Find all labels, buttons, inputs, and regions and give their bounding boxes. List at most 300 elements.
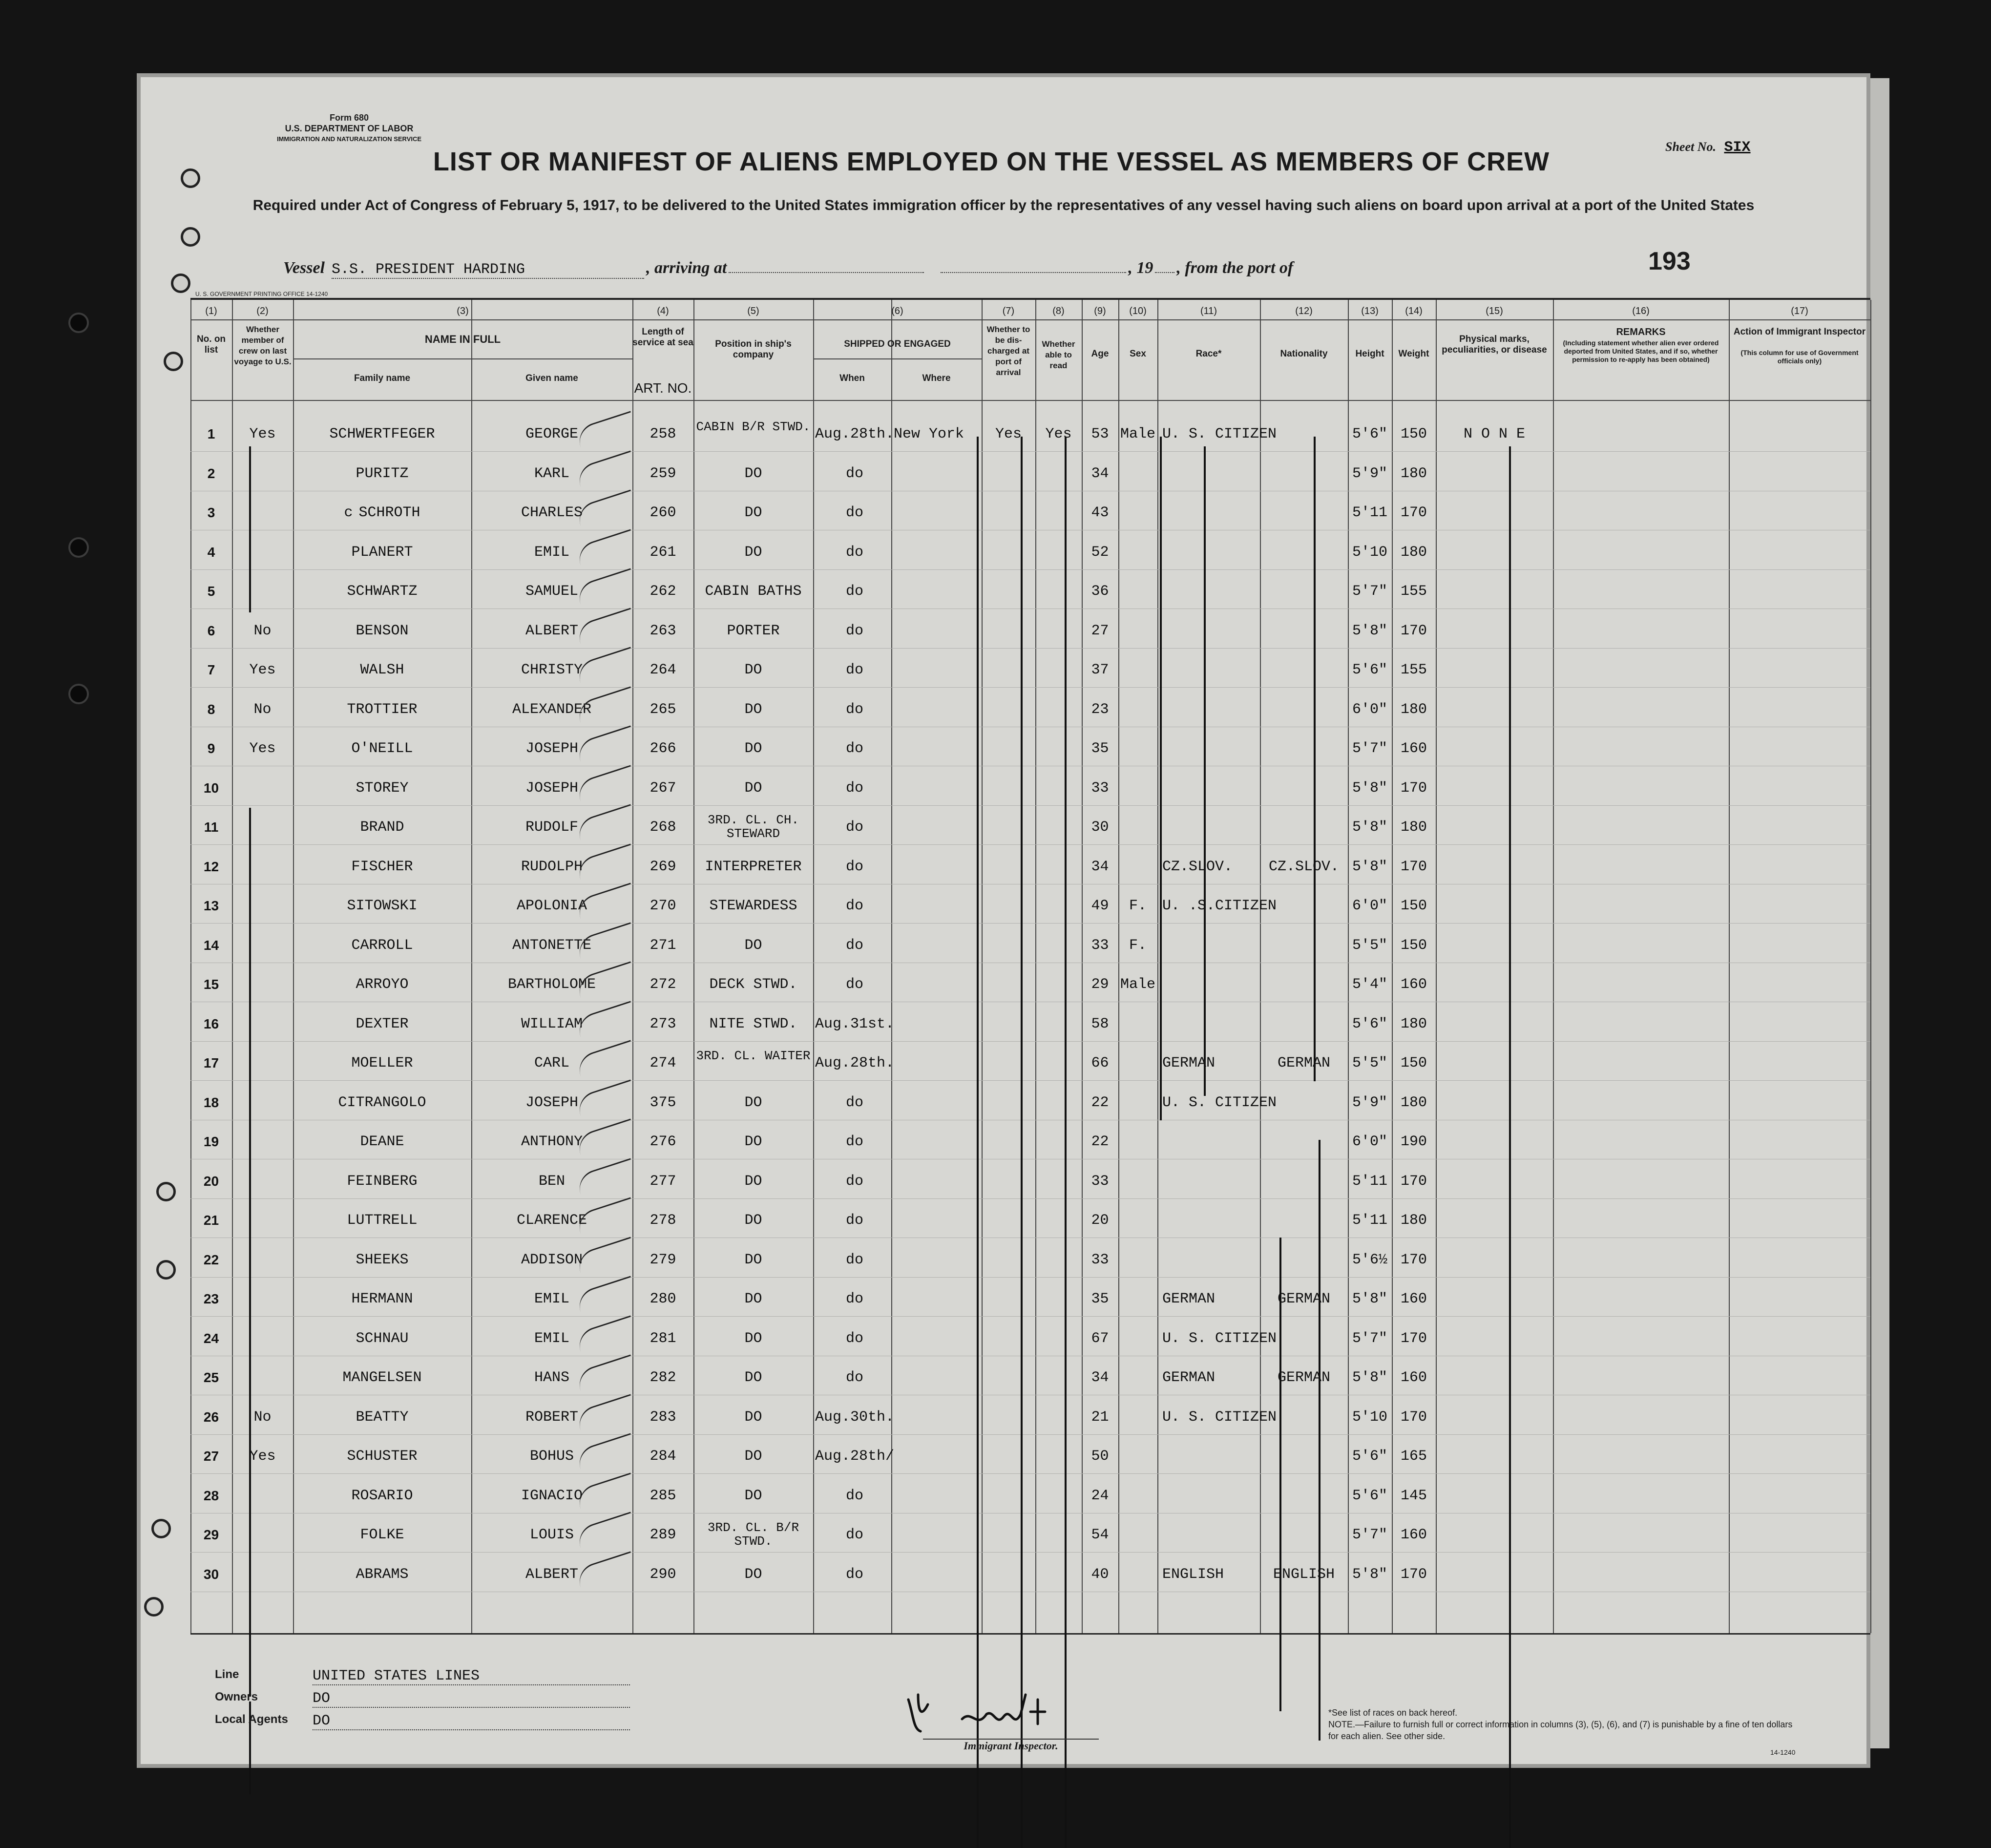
cell-height: 5'8" [1352, 1566, 1387, 1583]
cell-member: No [253, 622, 272, 639]
cell-family: BEATTY [356, 1408, 409, 1426]
binder-hole [68, 537, 89, 558]
races-note: *See list of races on back hereof. [1328, 1708, 1458, 1718]
cell-height: 5'8" [1352, 1369, 1387, 1386]
cell-weight: 170 [1400, 504, 1427, 521]
cell-height: 5'4" [1352, 976, 1387, 993]
cell-no: 16 [203, 1016, 219, 1031]
ditto-mark [1204, 446, 1206, 1096]
cell-no: 29 [203, 1527, 219, 1542]
cell-art: 272 [650, 976, 676, 993]
cell-member: No [253, 1408, 272, 1426]
cell-when: do [845, 1330, 863, 1347]
cell-position: DO [744, 1487, 762, 1504]
cell-no: 9 [207, 741, 215, 756]
cell-given: RUDOLPH [521, 858, 583, 875]
cell-position: DO [744, 779, 762, 797]
cell-given: SAMUEL [525, 583, 579, 600]
ditto-mark [977, 437, 979, 1848]
cell-given: BARTHOLOME [507, 976, 596, 993]
port-label: , from the port of [1176, 259, 1294, 277]
cell-when: do [845, 583, 863, 600]
cell-when: do [845, 701, 863, 718]
cell-given: IGNACIO [521, 1487, 583, 1504]
header-art-no: ART. NO. [634, 380, 692, 396]
check-mark [575, 725, 636, 761]
cell-height: 6'0" [1352, 701, 1387, 718]
row-divider [190, 1041, 1870, 1042]
check-mark [575, 1433, 636, 1469]
header-height: Height [1355, 349, 1384, 359]
cell-race: GERMAN [1162, 1291, 1216, 1307]
ditto-mark [1319, 1140, 1320, 1741]
cell-art: 268 [650, 819, 676, 836]
cell-position: 3RD. CL. CH. STEWARD [707, 813, 799, 841]
cell-no: 3 [207, 505, 215, 520]
cell-weight: 160 [1400, 740, 1427, 757]
cell-given: ADDISON [521, 1251, 583, 1268]
cell-disch: Yes [995, 426, 1022, 442]
footer-code: 14-1240 [1770, 1748, 1796, 1756]
binder-ring [164, 352, 183, 371]
cell-member: Yes [249, 740, 276, 757]
cell-art: 267 [650, 779, 676, 797]
cell-member: Yes [249, 1448, 276, 1465]
vessel-value: S.S. PRESIDENT HARDING [332, 261, 644, 279]
cell-height: 5'6" [1352, 662, 1387, 678]
cell-no: 21 [203, 1213, 219, 1228]
header-shipped: SHIPPED OR ENGAGED [844, 339, 951, 349]
col-num: (3) [457, 306, 469, 316]
cell-sex: Male [1120, 426, 1155, 442]
cell-no: 25 [203, 1370, 219, 1385]
line-value: UNITED STATES LINES [313, 1668, 630, 1685]
header-nationality: Nationality [1280, 349, 1328, 359]
owners-value: DO [313, 1690, 630, 1708]
arriving-blank [729, 272, 924, 273]
cell-position: DO [744, 544, 762, 561]
row-divider [190, 451, 1870, 452]
ditto-mark [249, 446, 251, 612]
cell-age: 21 [1091, 1408, 1109, 1426]
cell-age: 43 [1091, 504, 1109, 521]
cell-age: 35 [1091, 740, 1109, 757]
check-mark [575, 804, 636, 840]
cell-given: CLARENCE [516, 1212, 587, 1229]
cell-art: 264 [650, 662, 676, 678]
row-divider [190, 1316, 1870, 1317]
cell-art: 262 [650, 583, 676, 600]
cell-family: O'NEILL [351, 740, 413, 757]
page-title: LIST OR MANIFEST OF ALIENS EMPLOYED ON THE VESSEL AS MEMBERS OF CREW [433, 147, 1550, 176]
cell-when: do [845, 662, 863, 678]
header-race: Race* [1195, 349, 1222, 359]
col-num: (11) [1200, 306, 1217, 316]
cell-nat: GERMAN [1277, 1055, 1331, 1071]
cell-art: 260 [650, 504, 676, 521]
check-mark [575, 608, 636, 644]
header-given-name: Given name [525, 373, 578, 383]
cell-art: 277 [650, 1173, 676, 1190]
cell-when: do [845, 1369, 863, 1386]
row-divider [190, 805, 1870, 806]
cell-family: CITRANGOLO [338, 1094, 426, 1111]
cell-weight: 180 [1400, 701, 1427, 718]
cell-age: 24 [1091, 1487, 1109, 1504]
cell-weight: 155 [1400, 583, 1427, 600]
cell-art: 258 [650, 426, 676, 442]
cell-height: 5'7" [1352, 583, 1387, 600]
cell-age: 67 [1091, 1330, 1109, 1347]
cell-position: DECK STWD. [709, 976, 797, 993]
cell-given: ALEXANDER [512, 701, 592, 718]
cell-read: Yes [1045, 426, 1072, 442]
cell-family: TROTTIER [347, 701, 418, 718]
cell-age: 34 [1091, 1369, 1109, 1386]
cell-height: 5'6" [1352, 1448, 1387, 1465]
cell-when: do [845, 1527, 863, 1543]
check-mark [575, 1394, 636, 1430]
cell-height: 5'7" [1352, 1330, 1387, 1347]
cell-sex: F. [1129, 898, 1147, 914]
cell-height: 5'7" [1352, 1527, 1387, 1543]
col-num: (2) [256, 306, 269, 316]
cell-weight: 180 [1400, 1094, 1427, 1111]
cell-weight: 180 [1400, 1015, 1427, 1032]
header-remarks-note: (Including statement whether alien ever ordered deported from United States, and if so, whether permission to re-apply has been obtained) [1563, 339, 1719, 363]
row-divider [190, 687, 1870, 688]
cell-age: 33 [1091, 937, 1109, 954]
cell-family: SCHROTH [358, 504, 420, 521]
cell-weight: 150 [1400, 937, 1427, 954]
header-discharged: Whether to be dis-charged at port of arrival [986, 325, 1030, 377]
cell-height: 5'5" [1352, 937, 1387, 954]
cell-position: DO [744, 662, 762, 678]
cell-no: 15 [203, 977, 219, 992]
cell-art: 271 [650, 937, 676, 954]
cell-when: do [845, 622, 863, 639]
cell-height: 5'7" [1352, 740, 1387, 757]
cell-family: DEANE [360, 1134, 404, 1150]
check-mark [575, 489, 636, 525]
cell-no: 1 [207, 426, 215, 441]
binder-ring [181, 168, 200, 188]
cell-given: APOLONIA [516, 898, 587, 914]
cell-weight: 180 [1400, 1212, 1427, 1229]
cell-art: 283 [650, 1408, 676, 1426]
cell-art: 276 [650, 1134, 676, 1150]
row-divider [190, 1473, 1870, 1474]
cell-position: DO [744, 465, 762, 482]
cell-age: 40 [1091, 1566, 1109, 1583]
form-number: Form 680 [329, 113, 369, 123]
cell-given: LOUIS [529, 1527, 574, 1543]
cell-when: Aug.28th. [815, 426, 895, 442]
cell-art: 273 [650, 1015, 676, 1032]
cell-when: Aug.28th. [815, 1055, 895, 1071]
cell-when: do [845, 1134, 863, 1150]
check-mark [575, 1551, 636, 1587]
form-department: U.S. DEPARTMENT OF LABOR [285, 124, 414, 133]
cell-given: CARL [534, 1055, 569, 1071]
cell-height: 5'11 [1352, 1173, 1387, 1190]
check-mark [575, 450, 636, 486]
cell-position: DO [744, 701, 762, 718]
header-when: When [839, 373, 865, 383]
cell-no: 10 [203, 780, 219, 796]
cell-race: ENGLISH [1162, 1566, 1224, 1583]
cell-height: 5'9" [1352, 1094, 1387, 1111]
cell-age: 54 [1091, 1527, 1109, 1543]
cell-when: do [845, 937, 863, 954]
cell-age: 30 [1091, 819, 1109, 836]
cell-family: ARROYO [356, 976, 409, 993]
check-mark [575, 1276, 636, 1312]
cell-position: DO [744, 1094, 762, 1111]
cell-given: ALBERT [525, 622, 579, 639]
cell-age: 50 [1091, 1448, 1109, 1465]
cell-weight: 150 [1400, 898, 1427, 914]
ditto-mark [249, 808, 251, 1697]
cell-given: EMIL [534, 1330, 569, 1347]
row-prefix: c [344, 504, 353, 521]
ditto-mark [1509, 446, 1511, 1848]
cell-when: do [845, 1251, 863, 1268]
cell-height: 5'8" [1352, 779, 1387, 797]
form-header [276, 112, 422, 145]
cell-height: 5'6" [1352, 1015, 1387, 1032]
binder-ring [144, 1597, 164, 1617]
cell-weight: 170 [1400, 1566, 1427, 1583]
cell-weight: 180 [1400, 465, 1427, 482]
cell-when: do [845, 1173, 863, 1190]
cell-weight: 165 [1400, 1448, 1427, 1465]
cell-given: ALBERT [525, 1566, 579, 1583]
col-num: (9) [1094, 306, 1106, 316]
cell-age: 35 [1091, 1291, 1109, 1307]
cell-race: U. S. CITIZEN [1162, 1408, 1277, 1426]
header-remarks: REMARKS [1616, 327, 1666, 337]
cell-when: do [845, 1094, 863, 1111]
check-mark [575, 529, 636, 565]
check-mark [575, 1118, 636, 1155]
cell-no: 6 [207, 623, 215, 638]
col-num: (15) [1486, 306, 1503, 316]
cell-when: do [845, 819, 863, 836]
cell-weight: 180 [1400, 544, 1427, 561]
cell-position: DO [744, 504, 762, 521]
arriving-label: , arriving at [646, 259, 727, 277]
cell-position: 3RD. CL. B/R STWD. [707, 1520, 799, 1549]
cell-no: 26 [203, 1409, 219, 1425]
cell-weight: 170 [1400, 858, 1427, 875]
manifest-sheet [137, 73, 1870, 1768]
col-num: (13) [1361, 306, 1379, 316]
cell-position: DO [744, 1408, 762, 1426]
cell-no: 28 [203, 1488, 219, 1503]
check-mark [575, 765, 636, 801]
cell-art: 261 [650, 544, 676, 561]
cell-no: 5 [207, 584, 215, 599]
cell-given: RUDOLF [525, 819, 579, 836]
binder-hole [68, 684, 89, 704]
form-service: IMMIGRATION AND NATURALIZATION SERVICE [276, 135, 422, 143]
cell-position: DO [744, 1173, 762, 1190]
row-divider [190, 1552, 1870, 1553]
cell-position: DO [744, 1369, 762, 1386]
cell-art: 274 [650, 1055, 676, 1071]
cell-family: LUTTRELL [347, 1212, 418, 1229]
cell-age: 52 [1091, 544, 1109, 561]
col-num: (14) [1405, 306, 1423, 316]
cell-art: 375 [650, 1094, 676, 1111]
cell-position: CABIN BATHS [705, 583, 802, 600]
cell-weight: 160 [1400, 976, 1427, 993]
cell-weight: 170 [1400, 779, 1427, 797]
header-no-on-list: No. on list [196, 334, 226, 355]
cell-position: DO [744, 1212, 762, 1229]
cell-height: 5'8" [1352, 1291, 1387, 1307]
cell-no: 17 [203, 1055, 219, 1071]
cell-art: 285 [650, 1487, 676, 1504]
header-action-note: (This column for use of Government officials only) [1740, 349, 1859, 365]
cell-family: SCHUSTER [347, 1448, 418, 1465]
cell-position: STEWARDESS [709, 898, 797, 914]
cell-position: PORTER [727, 622, 780, 639]
cell-position: CABIN B/R STWD. [696, 420, 811, 434]
cell-when: do [845, 1212, 863, 1229]
cell-when: do [845, 779, 863, 797]
cell-given: JOSEPH [525, 779, 579, 797]
cell-position: DO [744, 1448, 762, 1465]
cell-art: 270 [650, 898, 676, 914]
cell-family: PURITZ [356, 465, 409, 482]
year-blank [1155, 272, 1174, 273]
cell-weight: 170 [1400, 1251, 1427, 1268]
cell-given: EMIL [534, 1291, 569, 1307]
cell-weight: 160 [1400, 1291, 1427, 1307]
cell-height: 5'6" [1352, 426, 1387, 442]
cell-art: 290 [650, 1566, 676, 1583]
check-mark [575, 1158, 636, 1194]
header-weight: Weight [1398, 349, 1429, 359]
check-mark [575, 647, 636, 683]
cell-age: 29 [1091, 976, 1109, 993]
cell-given: BEN [538, 1173, 565, 1190]
row-divider [190, 1080, 1870, 1081]
cell-height: 5'6" [1352, 1487, 1387, 1504]
cell-family: CARROLL [351, 937, 413, 954]
check-mark [575, 1354, 636, 1390]
agents-value: DO [313, 1713, 630, 1730]
cell-no: 7 [207, 662, 215, 677]
cell-position: NITE STWD. [709, 1015, 797, 1032]
cell-art: 266 [650, 740, 676, 757]
cell-no: 4 [207, 544, 215, 560]
crew-table [190, 298, 1870, 1635]
cell-nat: CZ.SLOV. [1268, 858, 1340, 875]
check-mark [575, 1315, 636, 1351]
cell-weight: 170 [1400, 1408, 1427, 1426]
agents-label: Local Agents [215, 1713, 288, 1726]
cell-family: WALSH [360, 662, 404, 678]
cell-age: 22 [1091, 1134, 1109, 1150]
cell-height: 5'10 [1352, 544, 1387, 561]
cell-given: CHRISTY [521, 662, 583, 678]
cell-when: do [845, 1487, 863, 1504]
ditto-mark [1021, 437, 1023, 1848]
year-label: , 19 [1128, 259, 1153, 277]
cell-race: CZ.SLOV. [1162, 858, 1233, 875]
cell-member: Yes [249, 662, 276, 678]
header-age: Age [1091, 349, 1109, 359]
check-mark [575, 843, 636, 880]
ditto-mark [1279, 1238, 1281, 1711]
binder-hole [68, 313, 89, 333]
cell-weight: 180 [1400, 819, 1427, 836]
header-physical: Physical marks, peculiarities, or disease [1442, 334, 1547, 355]
cell-nat: ENGLISH [1273, 1566, 1335, 1583]
cell-given: HANS [534, 1369, 569, 1386]
col-num: (10) [1129, 306, 1147, 316]
ditto-mark [1065, 437, 1067, 1848]
cell-no: 2 [207, 465, 215, 481]
cell-family: STOREY [356, 779, 409, 797]
owners-label: Owners [215, 1690, 258, 1703]
col-num: (1) [205, 306, 217, 316]
cell-age: 20 [1091, 1212, 1109, 1229]
cell-given: ANTONETTE [512, 937, 592, 954]
cell-height: 6'0" [1352, 1134, 1387, 1150]
binder-ring [151, 1519, 171, 1538]
cell-family: SCHWARTZ [347, 583, 418, 600]
vessel-label: Vessel [283, 259, 325, 277]
row-divider [190, 569, 1870, 570]
cell-where: New York [894, 426, 964, 442]
cell-race: U. S. CITIZEN [1162, 426, 1277, 442]
cell-given: EMIL [534, 544, 569, 561]
check-mark [575, 411, 636, 447]
cell-when: do [845, 465, 863, 482]
cell-art: 269 [650, 858, 676, 875]
cell-height: 5'5" [1352, 1055, 1387, 1071]
cell-family: PLANERT [351, 544, 413, 561]
col-num: (4) [657, 306, 669, 316]
cell-age: 49 [1091, 898, 1109, 914]
header-position: Position in ship's company [715, 339, 792, 360]
cell-age: 34 [1091, 858, 1109, 875]
cell-given: ROBERT [525, 1408, 579, 1426]
cell-weight: 170 [1400, 1173, 1427, 1190]
header-family-name: Family name [354, 373, 411, 383]
cell-art: 265 [650, 701, 676, 718]
cell-no: 22 [203, 1252, 219, 1267]
cell-weight: 155 [1400, 662, 1427, 678]
cell-age: 37 [1091, 662, 1109, 678]
col-num: (5) [747, 306, 759, 316]
row-divider [190, 923, 1870, 924]
check-mark [575, 1079, 636, 1115]
cell-height: 5'6½ [1352, 1251, 1387, 1268]
cell-position: DO [744, 1134, 762, 1150]
cell-age: 53 [1091, 426, 1109, 442]
cell-age: 33 [1091, 1173, 1109, 1190]
cell-when: do [845, 1566, 863, 1583]
inspector-label: Immigrant Inspector. [923, 1739, 1099, 1752]
cell-physical: N O N E [1463, 426, 1526, 442]
cell-when: Aug.30th. [815, 1408, 895, 1426]
check-mark [575, 961, 636, 997]
